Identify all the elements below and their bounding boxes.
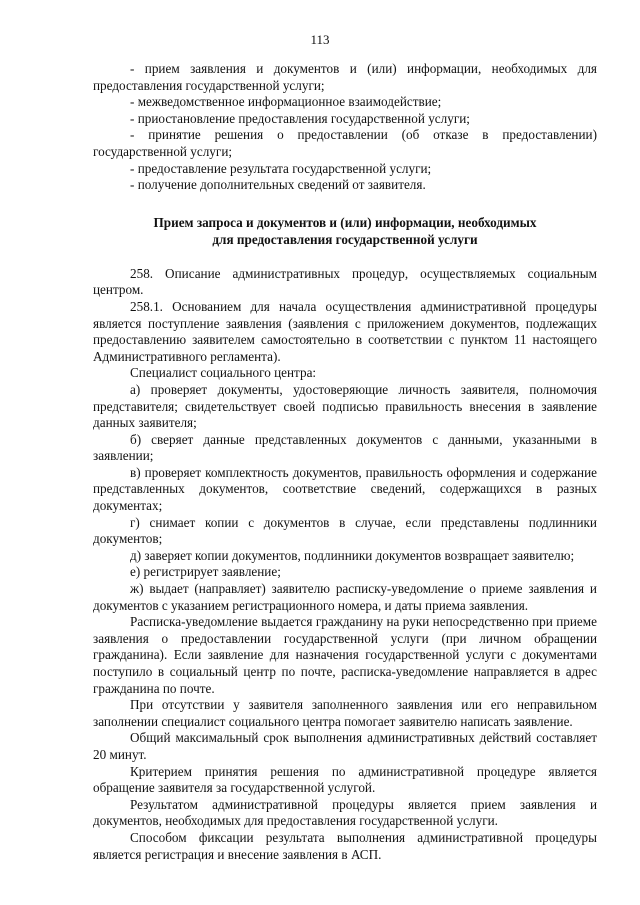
- section-heading: [93, 214, 597, 248]
- paragraph: е) регистрирует заявление;: [130, 564, 281, 580]
- page-number: 113: [310, 32, 330, 47]
- paragraph: Критерием принятия решения по административной процедуре является обращение заявителя за государственной услугой.: [93, 763, 597, 796]
- intro-item: - межведомственное информационное взаимодействие;: [130, 94, 442, 110]
- paragraph: Результатом административной процедуры является прием заявления и документов, необходимых для предоставления государственной услуги.: [93, 796, 597, 829]
- section-heading-line: для предоставления государственной услуги: [212, 231, 478, 247]
- paragraph: 258.1. Основанием для начала осуществления административной процедуры является поступление заявления (заявления с приложением документов, подлежащих предоставлению заявителем самостоятельно в соответствии с пунктом 11 настоящего Административного регламента).: [93, 298, 597, 364]
- section-heading-line: Прием запроса и документов и (или) информации, необходимых: [153, 214, 537, 230]
- paragraph: Специалист социального центра:: [130, 365, 317, 381]
- paragraph: в) проверяет комплектность документов, правильность оформления и содержание представленных документов, соответствие сведений, содержащихся в разных документах;: [93, 464, 597, 514]
- paragraph: Общий максимальный срок выполнения административных действий составляет 20 минут.: [93, 730, 597, 762]
- paragraph: а) проверяет документы, удостоверяющие личность заявителя, полномочия представителя; свидетельствует своей подписью правильность внесения в заявление данных заявителя;: [93, 381, 597, 431]
- intro-item: - получение дополнительных сведений от заявителя.: [130, 177, 426, 193]
- paragraph: г) снимает копии с документов в случае, если представлены подлинники документов;: [93, 514, 597, 547]
- paragraph: 258. Описание административных процедур, осуществляемых социальным центром.: [93, 265, 597, 298]
- intro-item: - предоставление результата государственной услуги;: [130, 160, 432, 176]
- document-body: [93, 61, 597, 863]
- intro-item: - приостановление предоставления государственной услуги;: [130, 110, 470, 126]
- intro-item: - прием заявления и документов и (или) информации, необходимых для предоставления государственной услуги;: [93, 61, 597, 93]
- intro-item: - принятие решения о предоставлении (об отказе в предоставлении) государственной услуги;: [93, 127, 597, 159]
- section-text: [93, 266, 597, 863]
- paragraph: ж) выдает (направляет) заявителю расписку-уведомление о приеме заявления и документов с указанием регистрационного номера, и даты приема заявления.: [93, 581, 597, 613]
- paragraph: При отсутствии у заявителя заполненного заявления или его неправильном заполнении специалист социального центра помогает заявителю написать заявление.: [93, 697, 597, 729]
- paragraph: д) заверяет копии документов, подлинники документов возвращает заявителю;: [130, 547, 575, 563]
- intro-list: [93, 61, 597, 194]
- paragraph: б) сверяет данные представленных документов с данными, указанными в заявлении;: [93, 431, 597, 464]
- paragraph: Расписка-уведомление выдается гражданину на руки непосредственно при приеме заявления о предоставлении государственной услуги (при личном обращении гражданина). Если заявление для назначения государственной услуги с документами поступило в социальный центр по почте, расписка-уведомление направляется в адрес гражданина по почте.: [93, 614, 597, 696]
- paragraph: Способом фиксации результата выполнения административной процедуры является регистрация и внесение заявления в АСП.: [93, 829, 597, 862]
